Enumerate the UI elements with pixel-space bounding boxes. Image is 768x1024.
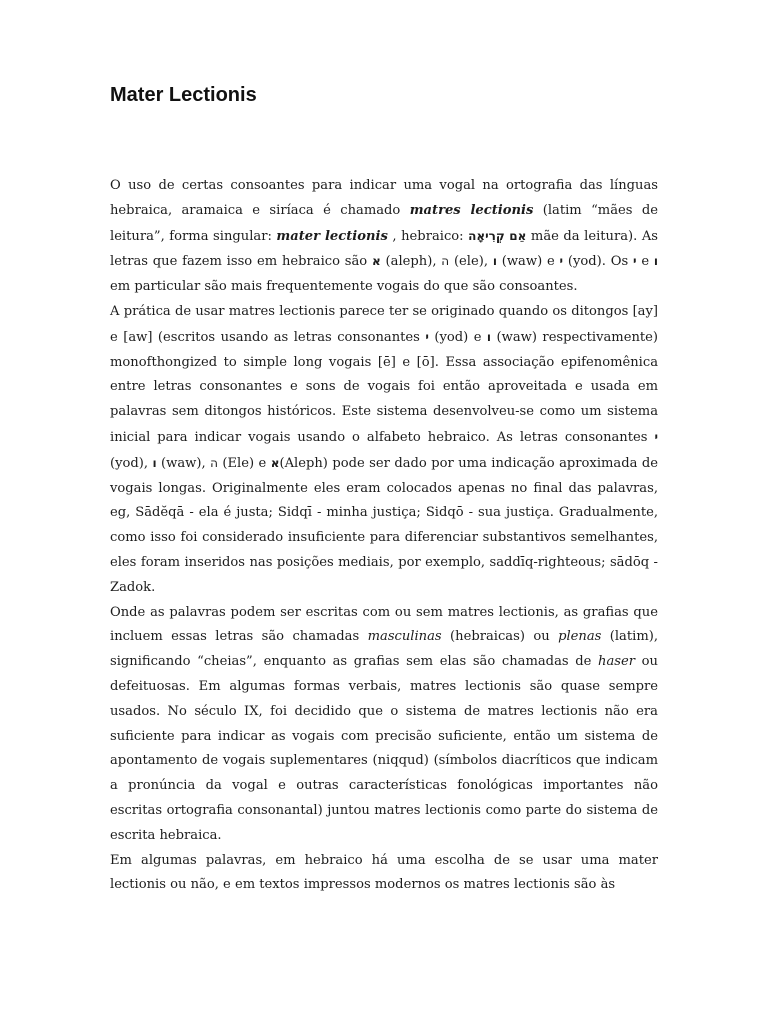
hebrew-letter-aleph: א [372,254,381,269]
paragraph-4 [110,849,658,899]
text-span: (Ele) e [217,455,271,471]
text-span: (waw) e [496,254,560,270]
hebrew-letter-waw: ו [492,254,497,269]
hebrew-letter-waw: ו [653,254,659,269]
text-span: (yod), [110,455,153,471]
hebrew-letter-yod: י [654,429,658,444]
text-span: ou defeituosas. Em algumas formas verbais, matres lectionis são quase sempre usados. No século IX, foi decidido que o sistema de matres lectionis não era suficiente para indicar as vogais com precisão suficiente, então um sistema de apontamento de vogais suplementares (niqqud) (símbolos diacríticos que indicam a pronúncia da vogal e outras características fonológicas importantes não escritas ortografia consonantal) juntou matres lectionis como parte do sistema de escrita hebraica. [110,654,658,843]
text-span: (waw), [156,455,211,471]
hebrew-letter-waw: ו [152,455,157,470]
hebrew-term: אֵם קְרִיאָה [468,228,527,243]
paragraph-2 [110,300,658,601]
paragraph-1 [110,174,658,300]
hebrew-letter-aleph: א [270,455,280,470]
hebrew-letter-yod: י [632,254,637,269]
text-span: (waw) respectivamente) monofthongized to simple long vogais [ē] e [ō]. Essa associação epifenomênica entre letras consonantes e sons de vogais foi então aproveitada e usada em palavras sem ditongos históricos. Este sistema desenvolveu-se como um sistema inicial para indicar vogais usando o alfabeto hebraico. As letras consonantes [110,329,658,445]
hebrew-letter-he: ה [441,254,450,269]
text-span: (latim “mães de leitura”, forma singular: [110,202,658,244]
term-matres-lectionis: matres lectionis [409,202,534,218]
body-text [110,174,658,898]
text-span: (yod) e [428,329,487,345]
term-haser: haser [598,654,636,670]
text-span: , hebraico: [387,228,469,244]
text-span: (ele), [449,254,493,270]
text-span: (latim), significando “cheias”, enquanto as grafias sem elas são chamadas de [110,629,659,670]
text-span: (hebraicas) ou [441,629,559,645]
text-span: Onde as palavras podem ser escritas com ou sem matres lectionis, as grafias que incluem essas letras são chamadas [110,604,658,645]
term-mater-lectionis: mater lectionis [276,228,388,244]
hebrew-letter-waw: ו [486,329,492,344]
text-span: A prática de usar matres lectionis parece ter se originado quando os ditongos [ay] e [aw] (escritos usando as letras consonantes [110,303,658,345]
hebrew-letter-yod: י [559,254,564,269]
text-span: (Aleph) pode ser dado por uma indicação aproximada de vogais longas. Originalmente eles eram colocados apenas no final das palavras, eg, Sādĕqā - ela é justa; Sidqī - minha justiça; Sidqō - sua justiça. Gradualmente, como isso foi considerado insuficiente para diferenciar substantivos semelhantes, eles foram inseridos nas posições mediais, por exemplo, saddīq-righteous; sādōq - Zadok. [110,455,658,595]
hebrew-letter-he: ה [210,455,218,470]
text-span: e [636,254,654,270]
term-plenas: plenas [558,629,602,645]
text-span: O uso de certas consoantes para indicar uma vogal na ortografia das línguas hebraica, aramaica e siríaca é chamado [110,178,658,218]
text-span: (yod). Os [563,254,633,270]
text-span: Em algumas palavras, em hebraico há uma escolha de se usar uma mater lectionis ou não, e em textos impressos modernos os matres lectionis são às [110,852,658,893]
hebrew-letter-yod: י [425,329,429,344]
text-span: mãe da leitura). As letras que fazem isso em hebraico são [110,228,659,270]
page-title: Mater Lectionis [110,84,257,106]
term-masculinas: masculinas [367,629,442,645]
paragraph-3 [110,601,658,849]
text-span: em particular são mais frequentemente vogais do que são consoantes. [110,279,578,295]
text-span: (aleph), [380,254,442,270]
